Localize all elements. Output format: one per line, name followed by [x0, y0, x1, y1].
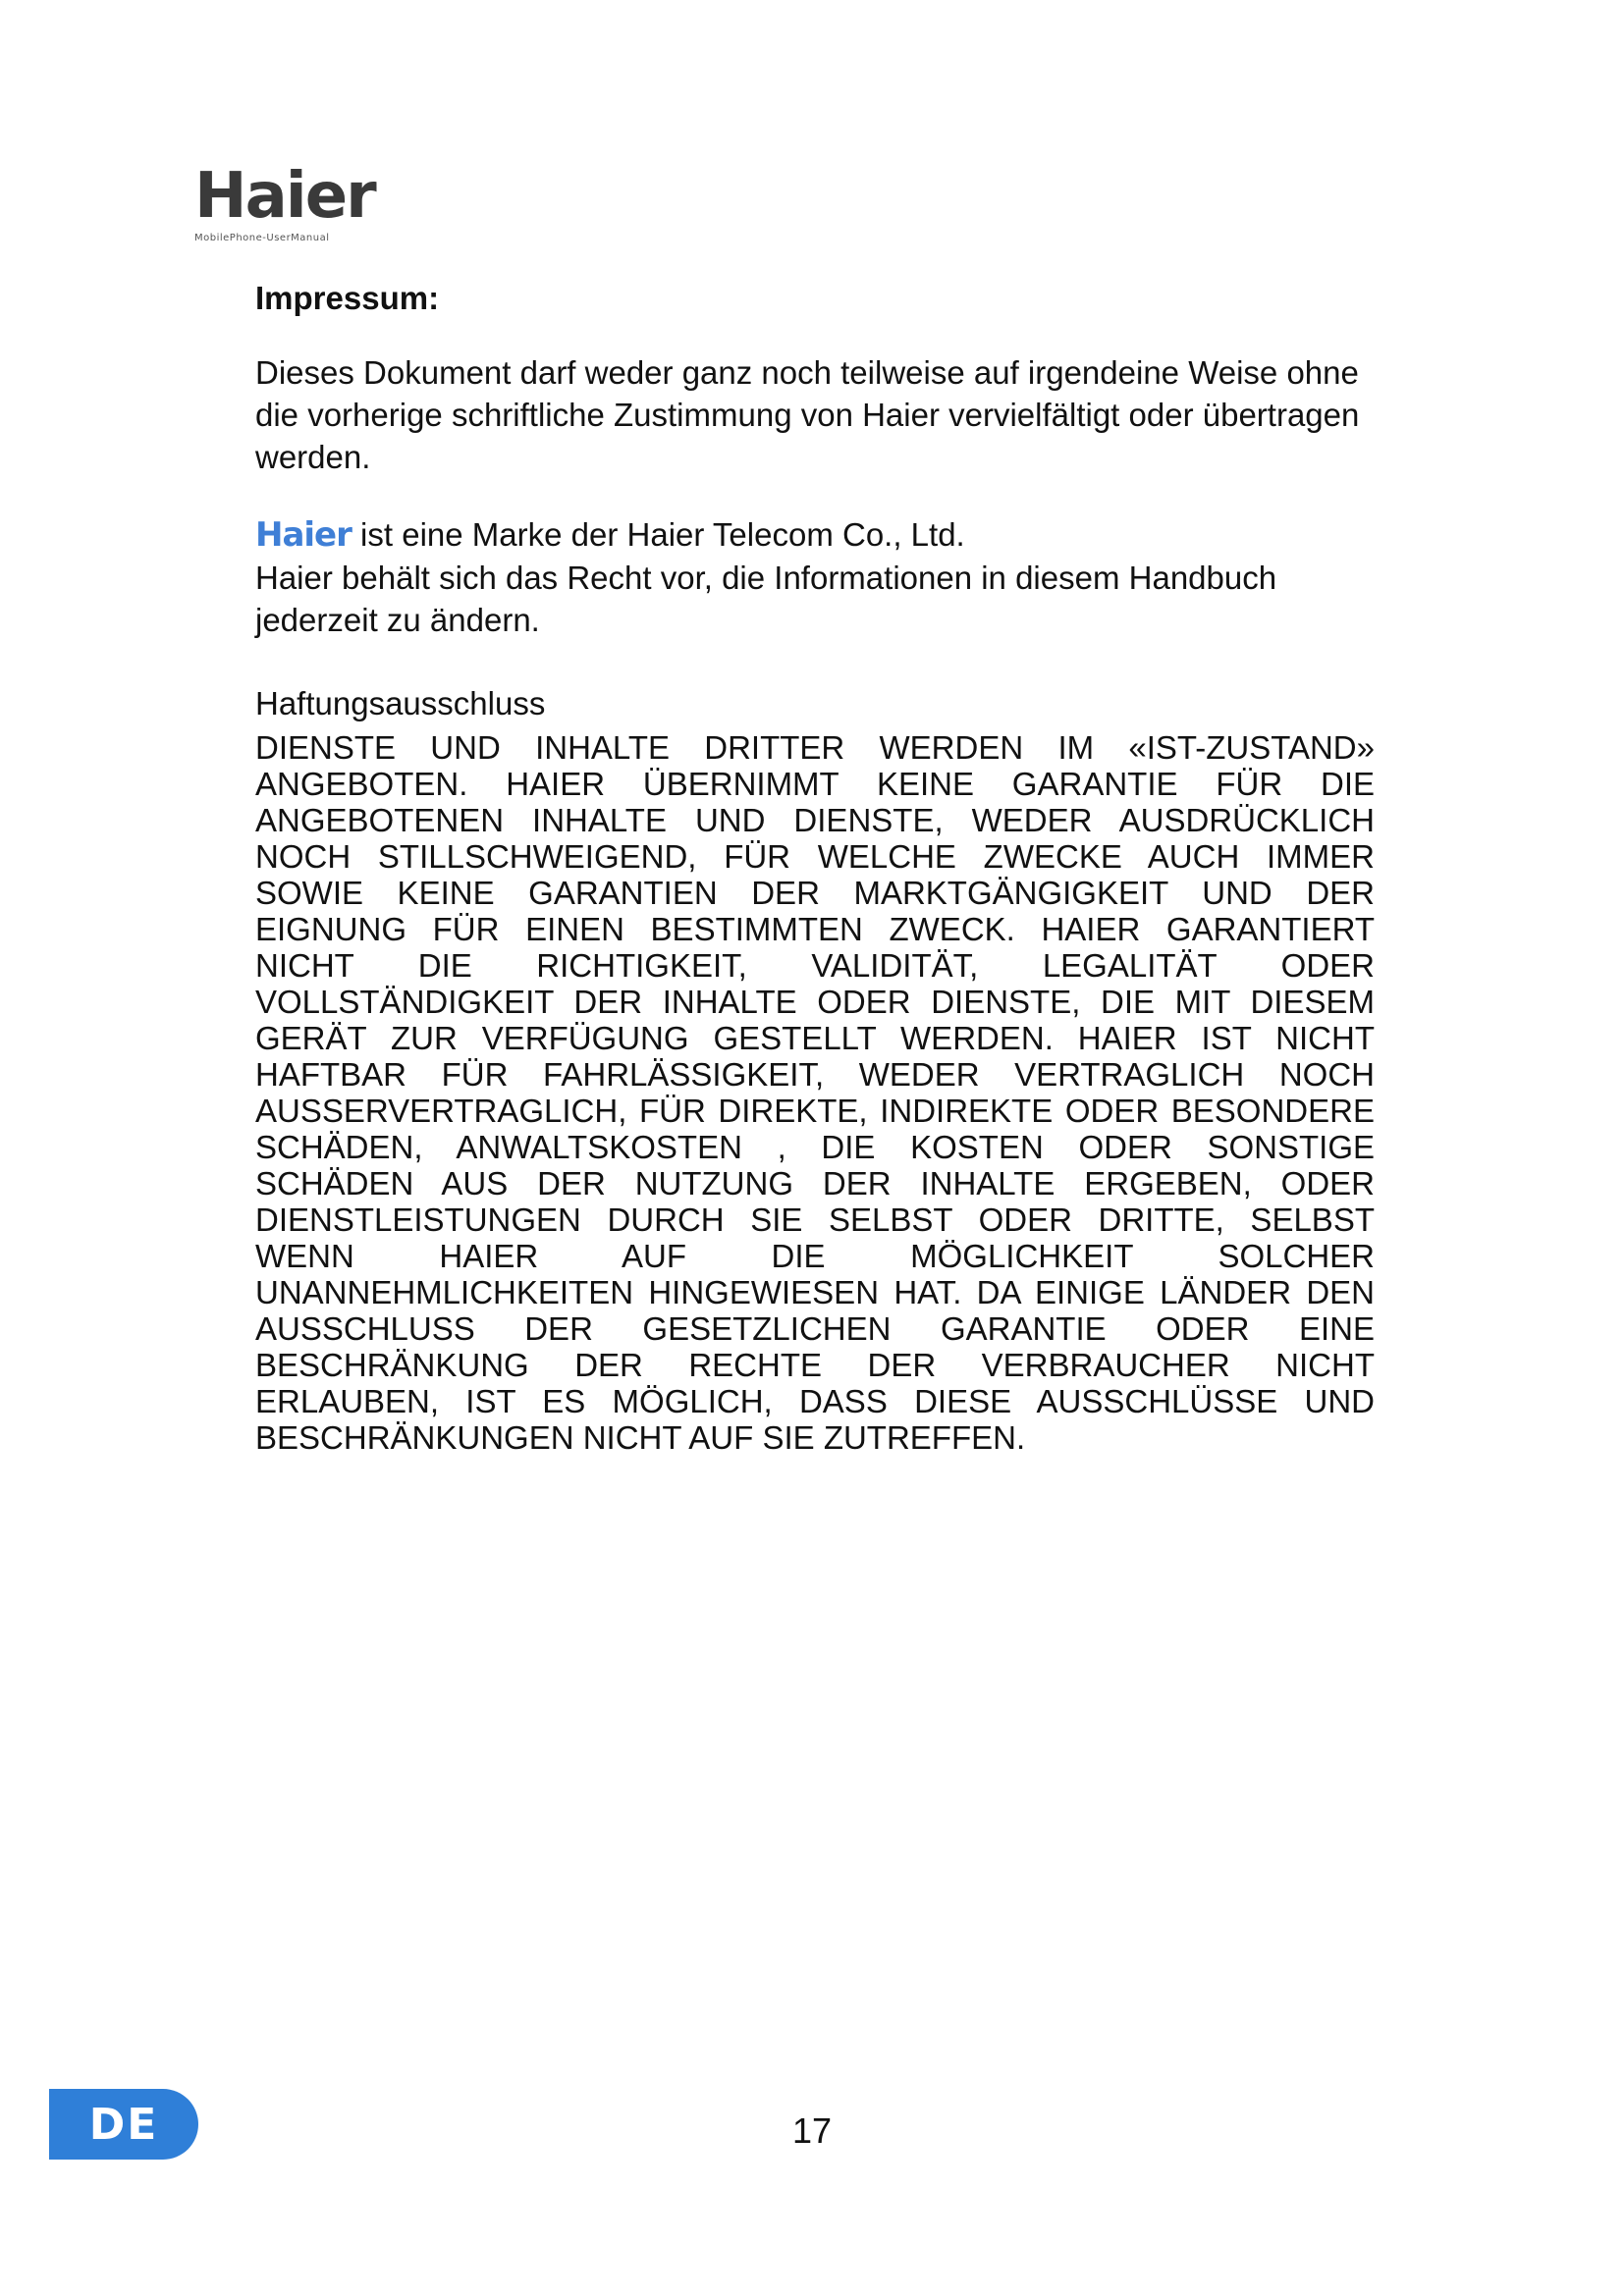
- logo-subtitle: MobilePhone-UserManual: [194, 233, 330, 243]
- rights-text: Haier behält sich das Recht vor, die Informationen in diesem Handbuch jederzeit zu ändern.: [255, 559, 1277, 638]
- page-content: [255, 279, 1375, 1456]
- trademark-text: ist eine Marke der Haier Telecom Co., Ltd.: [351, 515, 965, 553]
- haier-brand-mark: Haier: [255, 514, 352, 555]
- disclaimer-heading: Haftungsausschluss: [255, 684, 546, 721]
- trademark-line: [255, 516, 965, 553]
- page-number: 17: [791, 2110, 833, 2151]
- logo-text: Haier: [194, 160, 375, 233]
- copyright-paragraph: Dieses Dokument darf weder ganz noch teilweise auf irgendeine Weise ohne die vorherige schriftliche Zustimmung von Haier vervielfältigt oder übertragen werden.: [255, 353, 1360, 475]
- trademark-paragraph: [255, 513, 1375, 641]
- language-tab-label: DE: [88, 2099, 159, 2150]
- impressum-heading: Impressum:: [255, 280, 440, 316]
- haier-logo: [194, 160, 375, 243]
- disclaimer-text: DIENSTE UND INHALTE DRITTER WERDEN IM «IST-ZUSTAND» ANGEBOTEN. HAIER ÜBERNIMMT KEINE GARANTIE FÜR DIE ANGEBOTENEN INHALTE UND DIENSTE, WEDER AUSDRÜCKLICH NOCH STILLSCHWEIGEND, FÜR WELCHE ZWECKE AUCH IMMER SOWIE KEINE GARANTIEN DER MARKTGÄNGIGKEIT UND DER EIGNUNG FÜR EINEN BESTIMMTEN ZWECK. HAIER GARANTIERT NICHT DIE RICHTIGKEIT, VALIDITÄT, LEGALITÄT ODER VOLLSTÄNDIGKEIT DER INHALTE ODER DIENSTE, DIE MIT DIESEM GERÄT ZUR VERFÜGUNG GESTELLT WERDEN. HAIER IST NICHT HAFTBAR FÜR FAHRLÄSSIGKEIT, WEDER VERTRAGLICH NOCH AUSSERVERTRAGLICH, FÜR DIREKTE, INDIREKTE ODER BESONDERE SCHÄDEN, ANWALTSKOSTEN , DIE KOSTEN ODER SONSTIGE SCHÄDEN AUS DER NUTZUNG DER INHALTE ERGEBEN, ODER DIENSTLEISTUNGEN DURCH SIE SELBST ODER DRITTE, SELBST WENN HAIER AUF DIE MÖGLICHKEIT SOLCHER UNANNEHMLICHKEITEN HINGEWIESEN HAT. DA EINIGE LÄNDER DEN AUSSCHLUSS DER GESETZLICHEN GARANTIE ODER EINE BESCHRÄNKUNG DER RECHTE DER VERBRAUCHER NICHT ERLAUBEN, IST ES MÖGLICH, DASS DIESE AUSSCHLÜSSE UND BESCHRÄNKUNGEN NICHT AUF SIE ZUTREFFEN.: [255, 728, 1375, 1456]
